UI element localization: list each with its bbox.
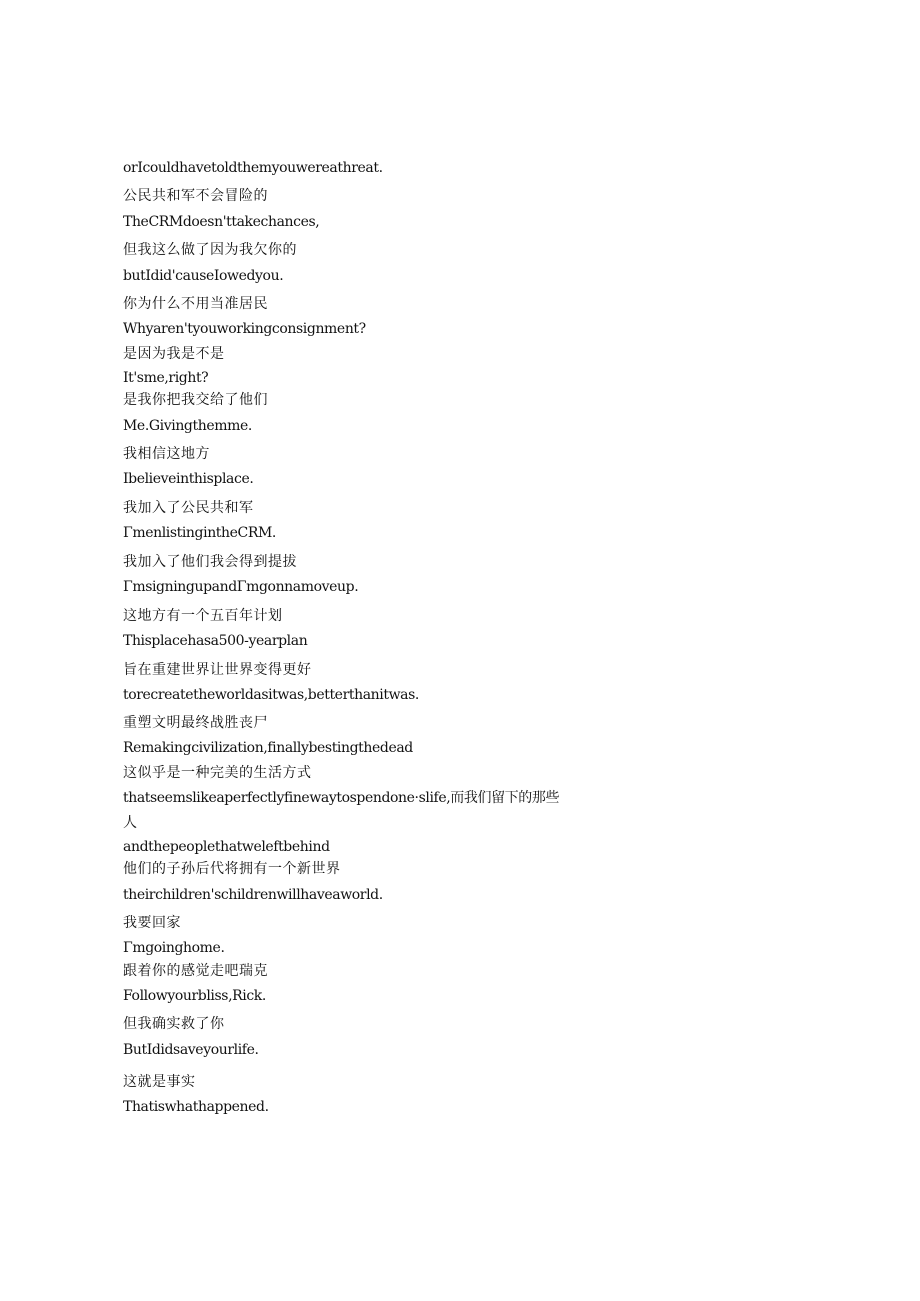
subtitle-line-zh: 我加入了他们我会得到提拔	[123, 554, 297, 570]
subtitle-line-en: theirchildren'schildrenwillhaveaworld.	[123, 887, 383, 903]
subtitle-line-zh: 人	[123, 815, 138, 831]
subtitle-line-en: andthepeoplethatweleftbehind	[123, 839, 330, 855]
subtitle-line-en: Me.Givingthemme.	[123, 418, 252, 434]
subtitle-line-en: It'sme,right?	[123, 370, 209, 386]
subtitle-line-zh: 跟着你的感觉走吧瑞克	[123, 963, 268, 979]
subtitle-line-zh: 他们的子孙后代将拥有一个新世界	[123, 861, 341, 877]
subtitle-line-en: torecreatetheworldasitwas,betterthanitwas.	[123, 687, 419, 703]
subtitle-line-zh: 是因为我是不是	[123, 346, 225, 362]
subtitle-line-en: ButIdidsaveyourlife.	[123, 1042, 259, 1058]
subtitle-line-en: butIdid'causeIowedyou.	[123, 268, 284, 284]
subtitle-line-zh: 我相信这地方	[123, 446, 210, 462]
subtitle-line-en: ΓmsigningupandΓmgonnamoveup.	[123, 579, 359, 595]
subtitle-line-zh: 这就是事实	[123, 1074, 196, 1090]
subtitle-line-en: Followyourbliss,Rick.	[123, 988, 266, 1004]
subtitle-line-zh: 我要回家	[123, 915, 181, 931]
subtitle-line-en: Whyaren'tyouworkingconsignment?	[123, 321, 366, 337]
subtitle-line-zh: 重塑文明最终战胜丧尸	[123, 715, 268, 731]
subtitle-line-en: Ibelieveinthisplace.	[123, 471, 254, 487]
subtitle-line-en: Thisplacehasa500-yearplan	[123, 633, 308, 649]
subtitle-line-zh: 你为什么不用当准居民	[123, 296, 268, 312]
subtitle-line-en: ΓmenlistingintheCRM.	[123, 525, 276, 541]
subtitle-line-zh: 但我这么做了因为我欠你的	[123, 242, 297, 258]
subtitle-line-zh: 公民共和军不会冒险的	[123, 188, 268, 204]
subtitle-line-zh: 这似乎是一种完美的生活方式	[123, 765, 312, 781]
subtitle-line-zh: 这地方有一个五百年计划	[123, 608, 283, 624]
subtitle-line-zh: 但我确实救了你	[123, 1016, 225, 1032]
subtitle-line-zh: 旨在重建世界让世界变得更好	[123, 662, 312, 678]
subtitle-line-en: orIcouldhavetoldthemyouwereathreat.	[123, 160, 383, 176]
subtitle-line-en: Thatiswhathappened.	[123, 1099, 269, 1115]
subtitle-line-zh: 我加入了公民共和军	[123, 500, 254, 516]
subtitle-line-en: Γmgoinghome.	[123, 940, 225, 956]
subtitle-line-en: Remakingcivilization,finallybestingthedead	[123, 740, 413, 756]
subtitle-line-en: TheCRMdoesn'ttakechances,	[123, 214, 320, 230]
subtitle-line-zh: 是我你把我交给了他们	[123, 392, 268, 408]
subtitle-line-en: thatseemslikeaperfectlyfinewaytospendone·slife,而我们留下的那些	[123, 790, 560, 806]
